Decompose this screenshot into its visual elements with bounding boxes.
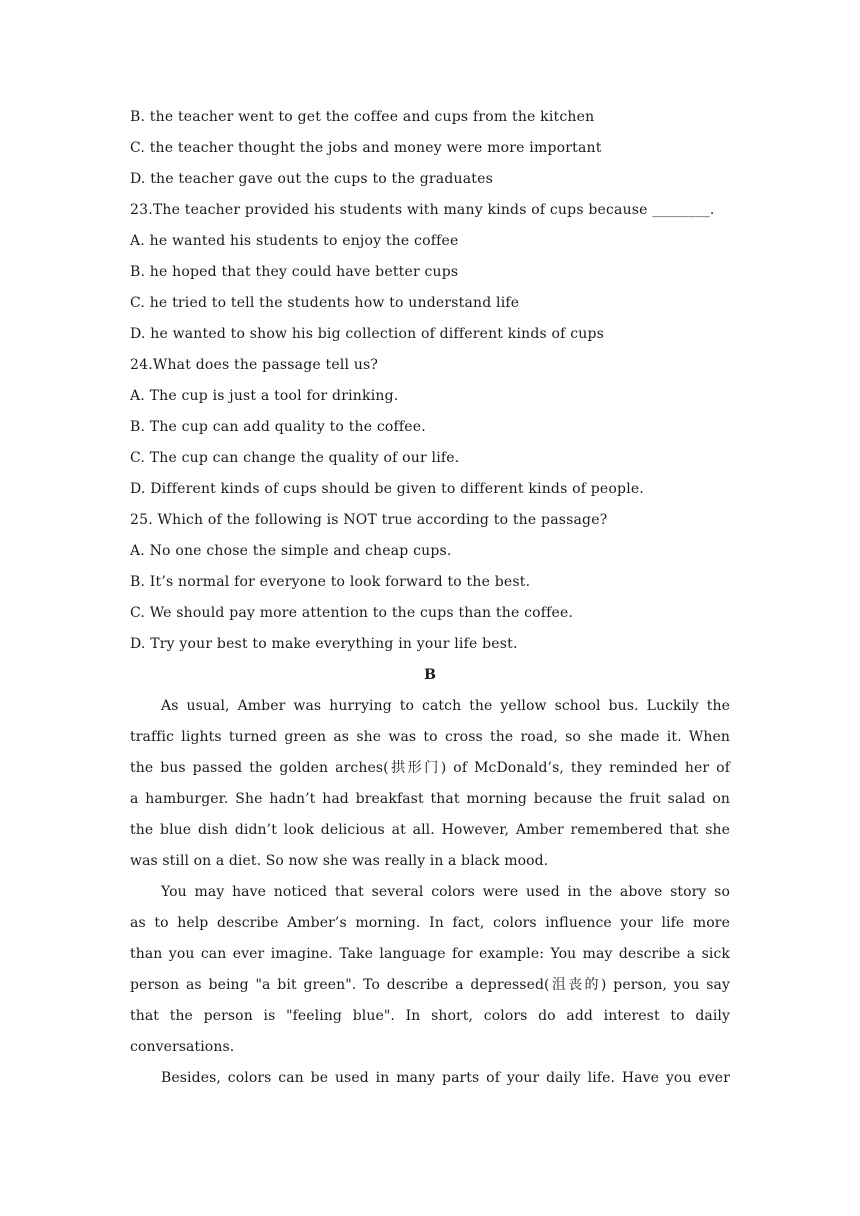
question-23 (130, 195, 730, 350)
question-stem: 24.What does the passage tell us? (130, 357, 379, 373)
question-24 (130, 350, 730, 505)
paragraph-line: than you can ever imagine. Take language for example: You may describe a sick (130, 946, 730, 962)
paragraph (130, 877, 730, 1063)
paragraph-line: the blue dish didn’t look delicious at all. However, Amber remembered that she (130, 822, 730, 838)
question-22-options (130, 102, 730, 195)
option-b: B. It’s normal for everyone to look forward to the best. (130, 574, 531, 590)
paragraph (130, 1063, 730, 1094)
option-c: C. We should pay more attention to the cups than the coffee. (130, 605, 574, 621)
option-b: B. he hoped that they could have better cups (130, 264, 459, 280)
paragraph-line: was still on a diet. So now she was really in a black mood. (130, 853, 549, 869)
section-heading: B (424, 667, 436, 683)
option-c: C. the teacher thought the jobs and money were more important (130, 140, 602, 156)
paragraph-line: the bus passed the golden arches(拱形门) of McDonald’s, they reminded her of (130, 760, 730, 776)
paragraph (130, 691, 730, 877)
paragraph-line: conversations. (130, 1039, 235, 1055)
paragraph-line: As usual, Amber was hurrying to catch the yellow school bus. Luckily the (161, 698, 730, 714)
option-d: D. Different kinds of cups should be given to different kinds of people. (130, 481, 645, 497)
document-page (130, 102, 730, 1094)
question-stem: 23.The teacher provided his students with many kinds of cups because ________. (130, 202, 715, 218)
paragraph-line: that the person is "feeling blue". In short, colors do add interest to daily (130, 1008, 730, 1024)
question-25 (130, 505, 730, 660)
paragraph-line: as to help describe Amber’s morning. In fact, colors influence your life more (130, 915, 730, 931)
option-d: D. Try your best to make everything in your life best. (130, 636, 518, 652)
option-c: C. The cup can change the quality of our life. (130, 450, 460, 466)
paragraph-line: You may have noticed that several colors were used in the above story so (161, 884, 730, 900)
option-d: D. the teacher gave out the cups to the graduates (130, 171, 493, 187)
option-b: B. the teacher went to get the coffee and cups from the kitchen (130, 109, 595, 125)
option-a: A. No one chose the simple and cheap cups. (130, 543, 452, 559)
option-d: D. he wanted to show his big collection of different kinds of cups (130, 326, 605, 342)
option-c: C. he tried to tell the students how to understand life (130, 295, 520, 311)
option-a: A. The cup is just a tool for drinking. (130, 388, 399, 404)
question-stem: 25. Which of the following is NOT true according to the passage? (130, 512, 608, 528)
paragraph-line: a hamburger. She hadn’t had breakfast that morning because the fruit salad on (130, 791, 730, 807)
paragraph-line: person as being "a bit green". To describe a depressed(沮丧的) person, you say (130, 977, 730, 993)
option-a: A. he wanted his students to enjoy the coffee (130, 233, 459, 249)
paragraph-line: traffic lights turned green as she was to cross the road, so she made it. When (130, 729, 730, 745)
paragraph-line: Besides, colors can be used in many parts of your daily life. Have you ever (161, 1070, 730, 1086)
option-b: B. The cup can add quality to the coffee. (130, 419, 426, 435)
